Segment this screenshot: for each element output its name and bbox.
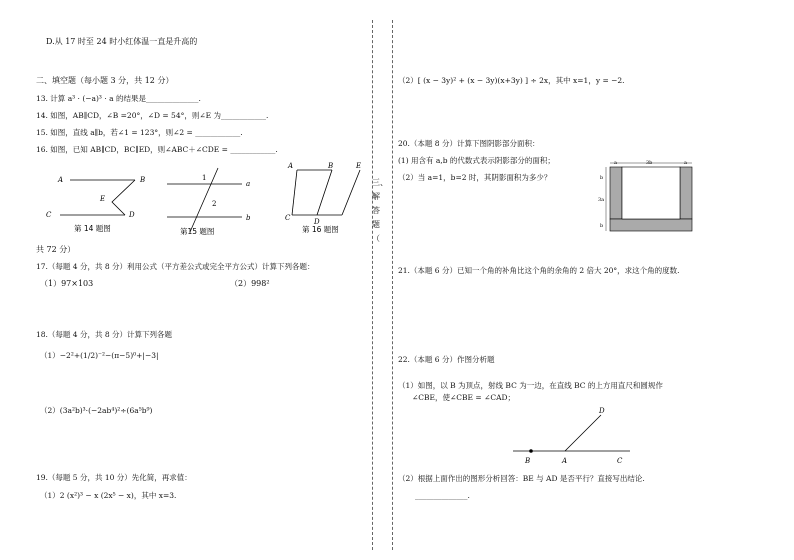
question-18: 18.（每题 4 分，共 8 分）计算下列各题: [36, 330, 173, 339]
fig14-label-c: C: [46, 211, 52, 219]
fig22-label-b: B: [525, 457, 531, 465]
question-19: 19.（每题 5 分，共 10 分）先化简，再求值：: [36, 473, 192, 482]
question-13: 13. 计算 a³ · (−a)³ · a 的结果是______________.: [36, 94, 201, 103]
question-16: 16. 如图，已知 AB∥CD，BC∥ED，则∠ABC＋∠CDE = ____________.: [36, 145, 278, 154]
question-21: 21.（本题 6 分）已知一个角的补角比这个角的余角的 2 倍大 20°，求这个角的度数.: [398, 266, 680, 275]
question-20-2: （2）当 a=1，b=2 时，其阴影面积为多少？: [398, 173, 552, 182]
fig22-label-a: A: [562, 457, 568, 465]
section-3-label: 三、解答题（: [372, 178, 388, 243]
fig20-side-3a: 3a: [598, 197, 605, 203]
question-22-2: （2）根据上面作出的图形分析回答：BE 与 AD 是否平行？直接写出结论.: [398, 474, 645, 483]
fig16-label-b: B: [328, 162, 334, 170]
figure-22: [505, 403, 635, 467]
fig20-top-3b: 3b: [646, 160, 653, 166]
question-19-2: （2）[ (x − 3y)² + (x − 3y)(x+3y) ] ÷ 2x，其中 x=1，y = −2.: [398, 76, 625, 85]
fig14-label-e: E: [100, 195, 106, 203]
fig15-caption: 第15 题图: [180, 227, 215, 236]
fig20-side-b-top: b: [600, 175, 604, 181]
fig16-label-a: A: [288, 162, 294, 170]
fig16-label-e: E: [356, 162, 362, 170]
question-22-1-line1: （1）如图，以 B 为顶点，射线 BC 为一边，在直线 BC 的上方用直尺和圆规作: [398, 381, 663, 390]
column-divider-right: [392, 20, 393, 550]
question-20-1: (1) 用含有 a,b 的代数式表示阴影部分的面积；: [398, 156, 555, 165]
question-18-2: （2）(3a²b)³·(−2ab⁴)²÷(6a⁵b⁹): [40, 406, 153, 415]
question-22-1-line2: ∠CBE，使∠CBE = ∠CAD；: [412, 393, 516, 402]
question-17-2: （2）998²: [230, 279, 270, 288]
figure-20: [598, 157, 708, 245]
fig20-top-a-right: a: [684, 160, 687, 166]
figure-16: [282, 160, 372, 238]
question-18-1: （1）−2²+(1/2)⁻²−(π−5)⁰+|−3|: [40, 351, 159, 360]
fig15-angle-1: 1: [202, 174, 207, 182]
fig16-label-d: D: [314, 218, 320, 226]
fig22-label-c: C: [617, 457, 623, 465]
question-20: 20.（本题 8 分）计算下图阴影部分面积：: [398, 139, 540, 148]
section-3-score: 共 72 分）: [36, 245, 76, 254]
fig20-top-a-left: a: [614, 160, 617, 166]
fig16-label-c: C: [285, 214, 291, 222]
fig15-angle-2: 2: [212, 200, 217, 208]
option-d: D.从 17 时至 24 时小红体温一直是升高的: [46, 37, 198, 46]
question-17: 17.（每题 4 分，共 8 分）利用公式（平方差公式或完全平方公式）计算下列各题：: [36, 262, 315, 271]
fig15-line-a: a: [246, 180, 251, 188]
question-22: 22.（本题 6 分）作图分析题: [398, 355, 495, 364]
question-14: 14. 如图，AB∥CD，∠B =20°，∠D = 54°，则∠E 为____________.: [36, 111, 269, 120]
fig22-label-d: D: [599, 407, 605, 415]
fig14-caption: 第 14 题图: [74, 224, 111, 233]
fig16-caption: 第 16 题图: [302, 225, 339, 234]
fig14-label-b: B: [140, 176, 146, 184]
answer-blank[interactable]: ______________.: [415, 491, 470, 500]
question-17-1: （1）97×103: [40, 279, 94, 288]
fig15-line-b: b: [246, 214, 251, 222]
fig20-side-b-bottom: b: [600, 223, 604, 229]
question-15: 15. 如图，直线 a∥b，若∠1 = 123°，则∠2 = ____________.: [36, 128, 243, 137]
column-divider-left: [372, 20, 373, 550]
fig14-label-d: D: [129, 211, 135, 219]
question-19-1: （1）2 (x²)³ − x (2x⁵ − x)，其中 x=3.: [40, 491, 177, 500]
figure-15: [162, 160, 262, 238]
figure-14: [40, 165, 150, 235]
section-2-title: 二、填空题（每小题 3 分，共 12 分）: [36, 76, 174, 85]
fig14-label-a: A: [58, 176, 64, 184]
